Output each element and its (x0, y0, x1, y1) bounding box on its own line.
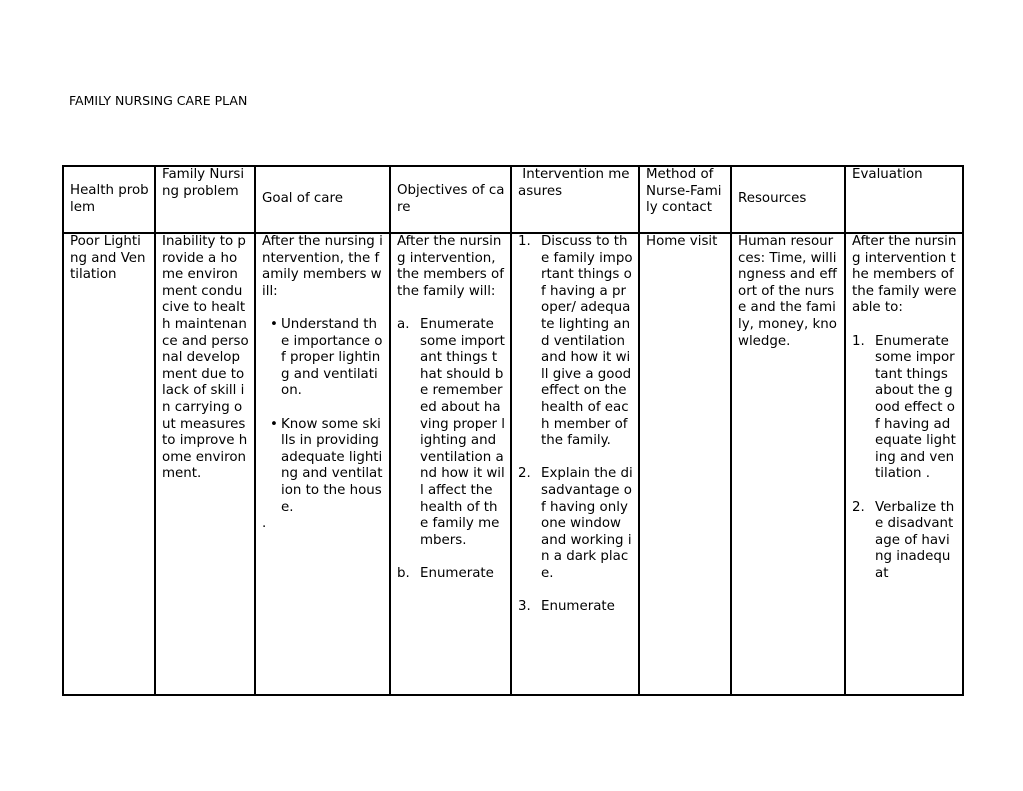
header-evaluation: Evaluation (845, 166, 963, 233)
header-goal-of-care: Goal of care (255, 166, 390, 233)
list-item: • Know some skills in providing adequate lighting and ventilation to the house. (262, 417, 384, 517)
cell-resources: Human resources: Time, willingness and effort of the nurse and the family, money, knowledge. (731, 233, 845, 695)
bullet-marker: • (270, 416, 278, 432)
list-item: b. Enumerate (397, 565, 494, 581)
evaluation-list (852, 334, 957, 583)
list-item: 2. Verbalize the disadvantage of having inadequat (852, 499, 955, 581)
objectives-intro: After the nursing intervention, the members of the family will: (397, 234, 504, 299)
header-row (63, 166, 963, 233)
objectives-list (397, 317, 505, 583)
evaluation-intro: After the nursing intervention the members of the family were able to: (852, 234, 957, 316)
header-resources: Resources (731, 166, 845, 233)
interventions-list (518, 234, 633, 616)
care-plan-table (62, 165, 964, 696)
goal-list (262, 317, 384, 516)
cell-goal-of-care (255, 233, 390, 695)
cell-family-nursing-problem: Inability to provide a home environment conducive to health maintenance and personal development due to lack of skill in carrying out measures to improve home environment. (155, 233, 255, 695)
header-family-nursing-problem: Family Nursing problem (155, 166, 255, 233)
cell-intervention-measures (511, 233, 639, 695)
document-title: FAMILY NURSING CARE PLAN (69, 93, 248, 108)
header-intervention-measures: Intervention measures (511, 166, 639, 233)
list-item: • Understand the importance of proper lighting and ventilation. (262, 317, 384, 400)
cell-objectives-of-care (390, 233, 511, 695)
cell-evaluation (845, 233, 963, 695)
table-row (63, 233, 963, 695)
header-health-problem: Health problem (63, 166, 155, 233)
header-objectives-of-care: Objectives of care (390, 166, 511, 233)
cell-health-problem: Poor Lighting and Ventilation (63, 233, 155, 695)
bullet-marker: • (270, 316, 278, 332)
list-item: 1. Enumerate some important things about the good effect of having adequate lighting and ventilation . (852, 333, 956, 482)
header-method-of-contact: Method of Nurse-Family contact (639, 166, 731, 233)
goal-intro: After the nursing intervention, the family members will: (262, 234, 383, 299)
list-item: 3. Enumerate (518, 599, 615, 615)
list-item: a. Enumerate some important things that should be remembered about having proper lighting and ventilation and how it will affect the health of the family members. (397, 316, 506, 548)
list-item: 1. Discuss to the family important things of having a proper/ adequate lighting and ventilation and how it will give a good effect on the health of each member of the family. (518, 234, 633, 449)
list-item: 2. Explain the disadvantage of having only one window and working in a dark place. (518, 466, 633, 581)
cell-method-of-contact: Home visit (639, 233, 731, 695)
goal-trailing-text: . (262, 516, 267, 532)
